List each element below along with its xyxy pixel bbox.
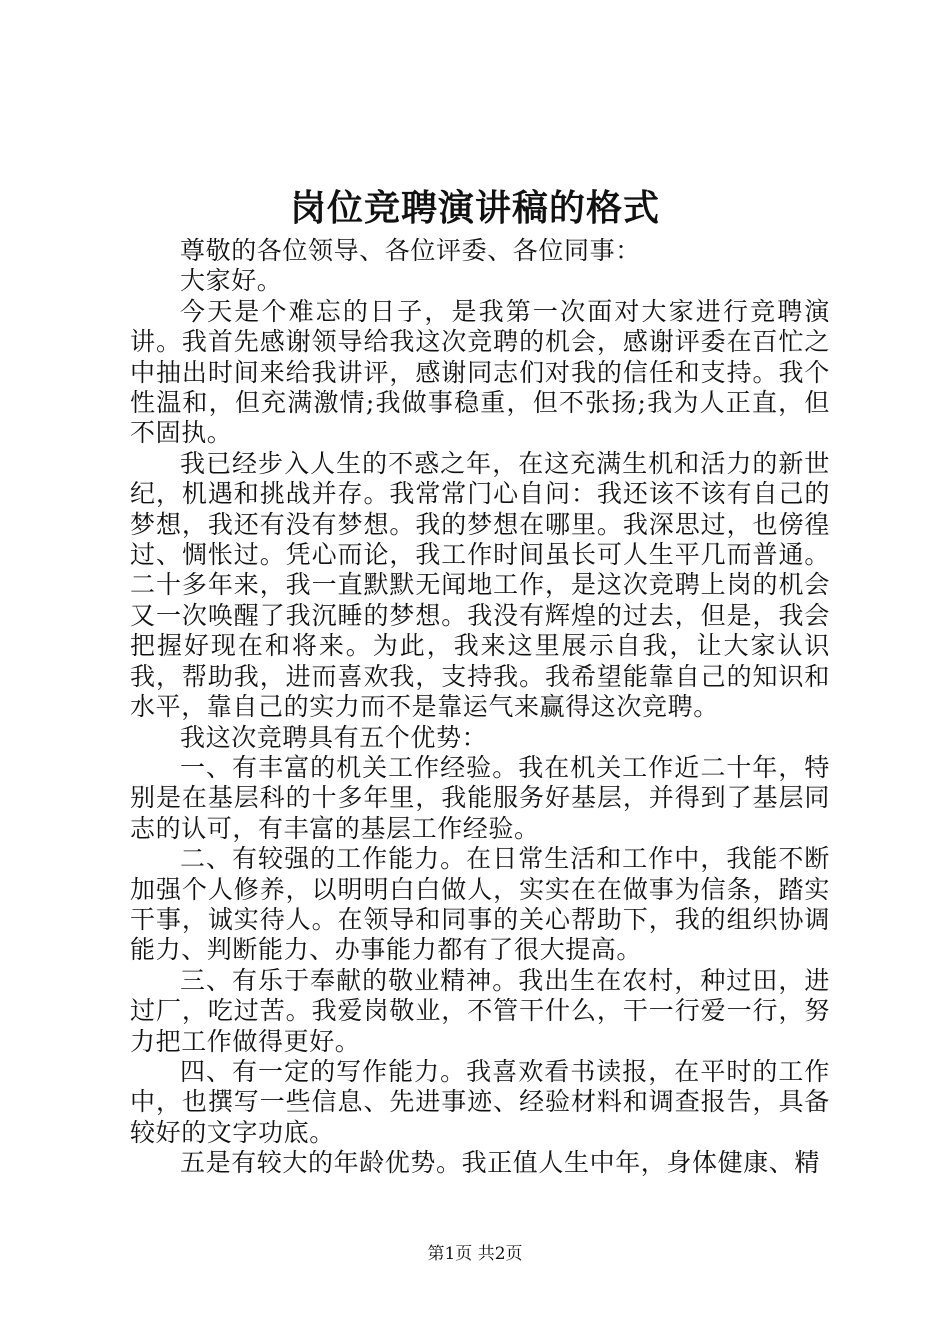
paragraph-advantage-1: 一、有丰富的机关工作经验。我在机关工作近二十年，特别是在基层科的十多年里，我能服务好基层，并得到了基层同志的认可，有丰富的基层工作经验。 (130, 752, 830, 843)
document-title: 岗位竞聘演讲稿的格式 (289, 187, 660, 229)
paragraph-advantage-2: 二、有较强的工作能力。在日常生活和工作中，我能不断加强个人修养，以明明白白做人，实实在在做事为信条，踏实干事，诚实待人。在领导和同事的关心帮助下，我的组织协调能力、判断能力、办事能力都有了很大提高。 (130, 844, 830, 965)
page-number-footer: 第1页 共2页 (427, 1244, 523, 1264)
document-body (130, 236, 830, 1179)
paragraph-background: 我已经步入人生的不惑之年，在这充满生机和活力的新世纪，机遇和挑战并存。我常常门心自问：我还该不该有自己的梦想，我还有没有梦想。我的梦想在哪里。我深思过，也傍徨过、惆怅过。凭心而论，我工作时间虽长可人生平几而普通。二十多年来，我一直默默无闻地工作，是这次竞聘上岗的机会又一次唤醒了我沉睡的梦想。我没有辉煌的过去，但是，我会把握好现在和将来。为此，我来这里展示自我，让大家认识我，帮助我，进而喜欢我，支持我。我希望能靠自己的知识和水平，靠自己的实力而不是靠运气来赢得这次竞聘。 (130, 448, 830, 722)
paragraph-advantage-5: 五是有较大的年龄优势。我正值人生中年，身体健康、精 (180, 1148, 821, 1178)
paragraph-greeting: 大家好。 (180, 266, 283, 296)
paragraph-advantages-heading: 我这次竞聘具有五个优势： (180, 722, 488, 752)
paragraph-salutation: 尊敬的各位领导、各位评委、各位同事： (180, 236, 641, 265)
paragraph-intro: 今天是个难忘的日子，是我第一次面对大家进行竞聘演讲。我首先感谢领导给我这次竞聘的机会，感谢评委在百忙之中抽出时间来给我讲评，感谢同志们对我的信任和支持。我个性温和，但充满激情;我做事稳重，但不张扬;我为人正直，但不固执。 (130, 296, 830, 448)
paragraph-advantage-4: 四、有一定的写作能力。我喜欢看书读报，在平时的工作中，也撰写一些信息、先进事迹、经验材料和调查报告，具备较好的文字功底。 (130, 1056, 830, 1147)
paragraph-advantage-3: 三、有乐于奉献的敬业精神。我出生在农村，种过田，进过厂，吃过苦。我爱岗敬业，不管干什么，干一行爱一行，努力把工作做得更好。 (130, 965, 830, 1056)
